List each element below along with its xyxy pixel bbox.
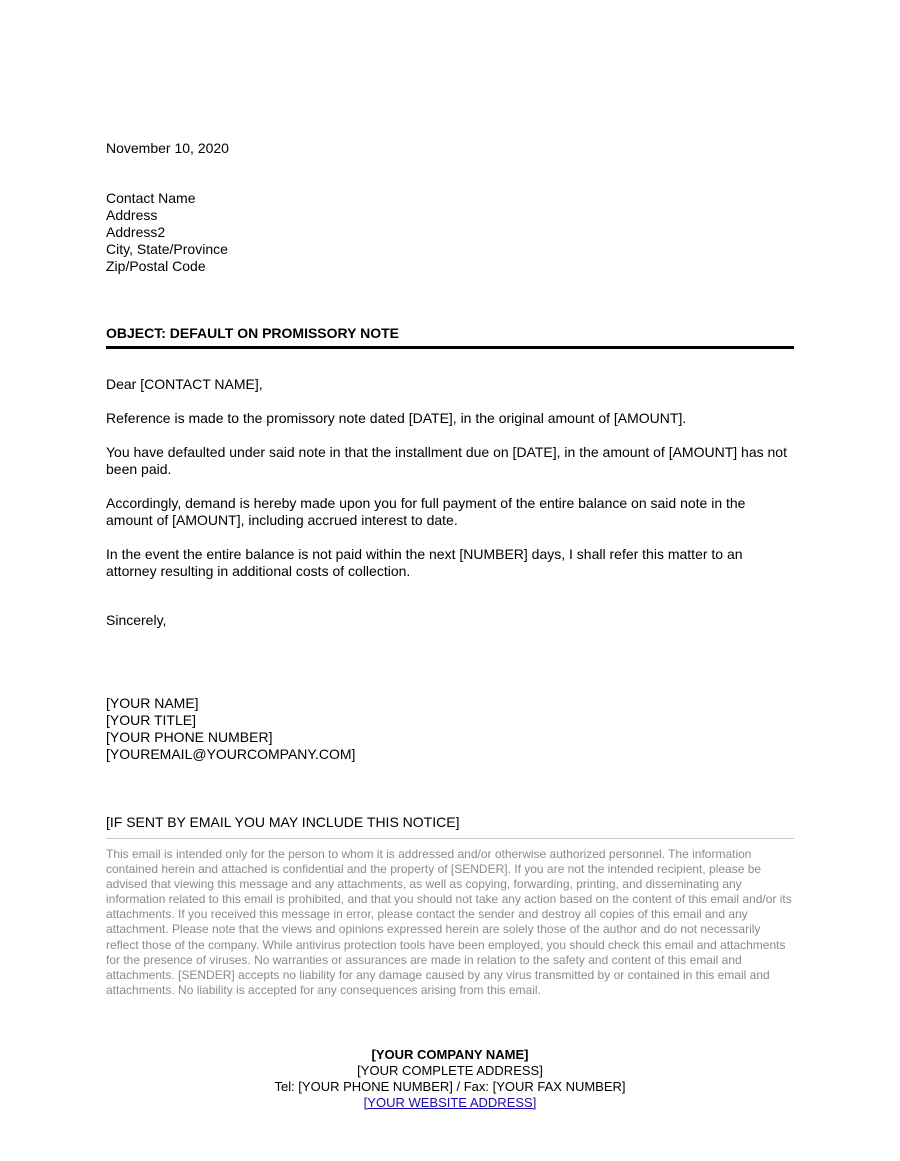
closing: Sincerely, bbox=[106, 612, 167, 628]
notice-divider bbox=[106, 838, 794, 839]
company-name: [YOUR COMPANY NAME] bbox=[371, 1047, 529, 1062]
body-paragraph: Reference is made to the promissory note dated [DATE], in the original amount of [AMOUNT]. bbox=[106, 410, 687, 426]
signer-line: [YOUREMAIL@YOURCOMPANY.COM] bbox=[106, 746, 356, 762]
letter-date: November 10, 2020 bbox=[106, 140, 229, 156]
body-paragraph: You have defaulted under said note in that the installment due on [DATE], in the amount of [AMOUNT] has not been paid. bbox=[106, 444, 787, 477]
recipient-address bbox=[106, 190, 228, 275]
letter-body bbox=[106, 376, 796, 597]
company-footer bbox=[0, 1047, 900, 1111]
company-contact: Tel: [YOUR PHONE NUMBER] / Fax: [YOUR FAX NUMBER] bbox=[274, 1079, 626, 1094]
recipient-line: Address2 bbox=[106, 224, 166, 240]
body-paragraph: In the event the entire balance is not paid within the next [NUMBER] days, I shall refer this matter to an attorney resulting in additional costs of collection. bbox=[106, 546, 743, 579]
recipient-line: City, State/Province bbox=[106, 241, 228, 257]
email-disclaimer: This email is intended only for the person to whom it is addressed and/or otherwise authorized personnel. The information contained herein and attached is confidential and the property of [SENDER]. If you are not the intended recipient, please be advised that viewing this message and any attachments, as well as copying, forwarding, printing, and disseminating any information related to this email is prohibited, and that you should not take any action based on the content of this email and/or its attachments. If you received this message in error, please contact the sender and destroy all copies of this email and any attachment. Please note that the views and opinions expressed herein are solely those of the author and do not necessarily reflect those of the company. While antivirus protection tools have been employed, you should check this email and attachments for the presence of viruses. No warranties or assurances are made in relation to the safety and content of this email and attachments. [SENDER] accepts no liability for any damage caused by any virus transmitted by or contained in this email and attachments. No liability is accepted for any consequences arising from this email. bbox=[106, 847, 792, 997]
signature-block bbox=[106, 695, 355, 763]
signer-line: [YOUR PHONE NUMBER] bbox=[106, 729, 273, 745]
company-website-link[interactable]: [YOUR WEBSITE ADDRESS] bbox=[363, 1095, 537, 1110]
company-address: [YOUR COMPLETE ADDRESS] bbox=[357, 1063, 543, 1078]
recipient-line: Contact Name bbox=[106, 190, 196, 206]
email-notice-heading: [IF SENT BY EMAIL YOU MAY INCLUDE THIS NOTICE] bbox=[106, 814, 460, 830]
body-paragraph: Accordingly, demand is hereby made upon you for full payment of the entire balance on said note in the amount of [AMOUNT], including accrued interest to date. bbox=[106, 495, 746, 528]
signer-line: [YOUR TITLE] bbox=[106, 712, 196, 728]
salutation: Dear [CONTACT NAME], bbox=[106, 376, 263, 392]
signer-line: [YOUR NAME] bbox=[106, 695, 199, 711]
recipient-line: Address bbox=[106, 207, 158, 223]
recipient-line: Zip/Postal Code bbox=[106, 258, 206, 274]
letter-subject: OBJECT: DEFAULT ON PROMISSORY NOTE bbox=[106, 325, 399, 341]
subject-divider bbox=[106, 346, 794, 349]
